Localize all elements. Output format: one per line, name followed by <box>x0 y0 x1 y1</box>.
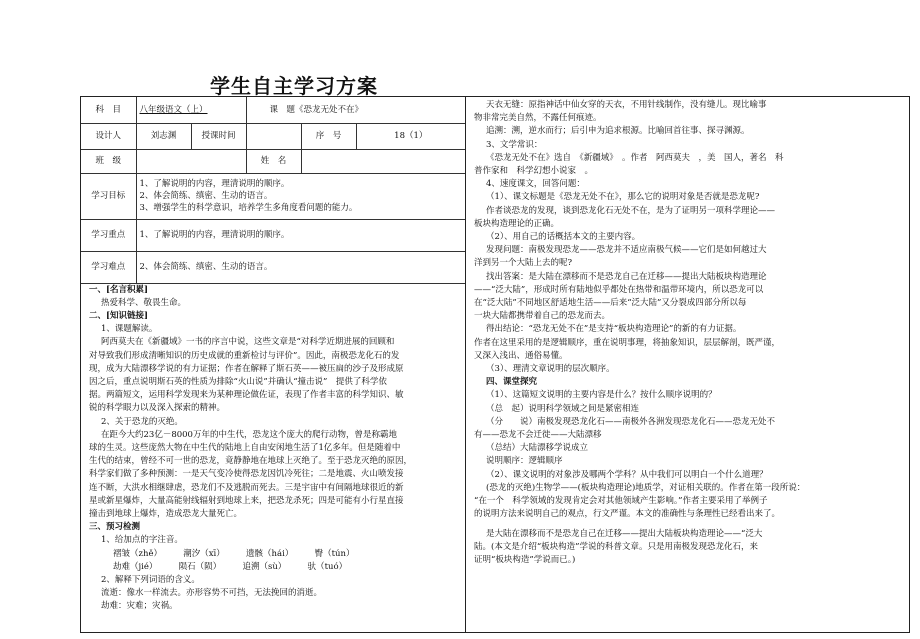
text-line: 天衣无缝：原指神话中仙女穿的天衣，不用针线制作，没有缝儿。现比喻事 <box>486 100 767 110</box>
text-line: 作者谈恐龙的发现，谈到恐龙化石无处不在，是为了证明另一项科学理论—— <box>486 205 776 216</box>
text-line: 1、给加点的字注音。 <box>101 535 183 546</box>
time-value <box>246 123 301 149</box>
text-line: 作者在这里采用的是逻辑顺序，重在说明事理，将抽象知识，层层解剖，既严谨， <box>474 337 781 348</box>
topic-value: 《恐龙无处不在》 <box>295 104 364 115</box>
text-line: 据。两篇短文，运用科学发现来为某种理论做佐证，表现了作者丰富的科学知识、敏 <box>89 390 404 401</box>
text-line: 流逝：像水一样流去。亦形容势不可挡，无法挽回的消逝。 <box>101 588 323 599</box>
text-line: （总结）大陆漂移学说成立 <box>486 443 589 454</box>
designer-value: 刘志渊 <box>136 123 191 149</box>
section-heading: 二、[知识链接] <box>89 310 149 321</box>
text-line: （分 说）南极发现恐龙化石——南极外各洲发现恐龙化石——恐龙无处不 <box>486 416 776 427</box>
text-line: 撞击到地球上爆炸，造成恐龙大量死亡。 <box>89 508 243 519</box>
name-label: 姓 名 <box>246 149 301 173</box>
text-line: 对导致我们形成清晰知识的历史成就的重新检讨与评价”。因此，南极恐龙化石的发 <box>89 350 400 361</box>
text-line: 的说明方法来说明自己的观点，行文严谨。本文的准确性与条理性已经看出来了。 <box>474 509 781 520</box>
text-line: ——“泛大陆”，形成时所有陆地似乎都处在热带和温带环境内，所以恐龙可以 <box>474 284 764 295</box>
diff-value: 2、体会简练、缜密、生动的语言。 <box>136 251 465 283</box>
text-line: 普作家和 科学幻想小说家 。 <box>474 166 594 177</box>
text-line: 洋到另一个大陆上去的呢? <box>474 258 573 269</box>
goal-item: 3、增强学生的科学意识，培养学生多角度看问题的能力。 <box>139 203 358 213</box>
text-line: 4、速度课文，回答问题： <box>486 179 585 190</box>
text-line: 又深入浅出、通俗易懂。 <box>474 350 568 361</box>
text-line: “在一个 科学领域的发现肯定会对其他领域产生影响。”作者主要采用了举例子 <box>474 496 768 507</box>
text-line: （1）、这篇短文说明的主要内容是什么？按什么顺序说明的？ <box>486 390 717 401</box>
key-value: 1、了解说明的内容，理清说明的顺序。 <box>136 219 465 251</box>
text-line: 板块构造理论的正确。 <box>474 218 560 229</box>
info-table <box>81 97 465 284</box>
text-line: （3）、理清文章说明的层次顺序。 <box>486 364 615 375</box>
text-line: 连不断，大洪水相继肆虐，恐龙们不及逃脱而死去。三是宇宙中有间隔地球很近的新 <box>89 482 404 493</box>
pinyin-row: 褶皱（zhě） 潮汐（xī） 遗骸（hái） 臀（tún） <box>113 548 355 559</box>
text-line: 一块大陆都携带着自己的恐龙而去。 <box>474 311 611 322</box>
section-heading: 四、课堂探究 <box>486 377 538 388</box>
text-line: 证明“板块构造”学说而已。) <box>474 554 576 565</box>
text-line: 得出结论：“恐龙无处不在”是支持“板块构造理论”的新的有力证据。 <box>486 324 742 335</box>
worksheet <box>80 96 910 633</box>
key-label: 学习重点 <box>81 219 136 251</box>
right-column <box>466 97 909 632</box>
text-line: 陆。(本文是介绍“板块构造”学说的科普文章。只是用南极发现恐龙化石，来 <box>474 541 759 552</box>
text-line: 劫难：灾难；灾祸。 <box>101 601 178 612</box>
text-line: （2）、课文说明的对象涉及哪两个学科？从中我们可以明白一个什么道理？ <box>486 469 768 480</box>
seq-label: 序 号 <box>301 123 356 149</box>
text-line: 是大陆在漂移而不是恐龙自己在迁移——提出大陆板块构造理论——“泛大 <box>486 528 763 539</box>
text-line: 锐的科学眼力以及深入探索的精神。 <box>89 403 226 414</box>
class-label: 班 级 <box>81 149 136 173</box>
text-line: 发现问题：南极发现恐龙——恐龙并不适应南极气候——它们是如何越过大 <box>486 245 767 256</box>
text-line: 在距今大约23亿－8000万年的中生代，恐龙这个庞大的爬行动物，曾是称霸地 <box>101 429 397 440</box>
time-label: 授课时间 <box>191 123 246 149</box>
text-line: （总 起）说明科学领域之间是紧密相连 <box>486 403 640 414</box>
left-column <box>81 97 466 632</box>
text-line: 科学家们做了多种预测：一是天气变冷使得恐龙因饥冷死往；二是地震、火山喷发接 <box>89 469 404 480</box>
text-line: 在“泛大陆”不同地区舒适地生活——后来“泛大陆”又分裂成四部分所以每 <box>474 298 747 309</box>
text-line: 阿西莫夫在《新疆域》一书的序言中说，这些文章是“对科学近期进展的回顾和 <box>101 337 395 348</box>
text-line: 说明顺序：逻辑顺序 <box>486 456 563 467</box>
text-line: 因之后，重点说明斯石英的性质为排除“火山说”并确认“撞击说” 提供了科学依 <box>89 376 387 387</box>
text-line: (恐龙的灭绝)生物学——(板块构造理论)地质学，对证相关联的。作者在第一段所说： <box>486 482 806 493</box>
text-line: 热爱科学、敬畏生命。 <box>101 297 187 308</box>
text-line: 1、课题解读。 <box>101 324 158 335</box>
text-line: 追溯：溯，逆水而行；后引申为追求根源。比喻回首往事、探寻渊源。 <box>486 126 750 137</box>
left-body <box>81 284 465 614</box>
subject-label: 科 目 <box>81 97 136 123</box>
section-heading: 三、预习检测 <box>89 522 141 533</box>
section-heading: 一、[名言积累] <box>89 284 149 295</box>
text-line: 2、关于恐龙的灭绝。 <box>101 416 183 427</box>
text-line: （2）、用自己的话概括本文的主要内容。 <box>486 232 641 243</box>
seq-value: 18（1） <box>356 123 465 149</box>
goal-item: 1、了解说明的内容，理清说明的顺序。 <box>139 179 290 189</box>
topic-cell: 课 题《恐龙无处不在》 <box>246 97 465 123</box>
text-line: 《恐龙无处不在》选自 《新疆域》 。作者 阿西莫夫 ，美 国人，著名 科 <box>486 152 784 163</box>
goal-item: 2、体会简练、缜密、生动的语言。 <box>139 191 273 201</box>
diff-label: 学习难点 <box>81 251 136 283</box>
text-line: 球的生灵。这些庞然大物在中生代的陆地上自由安闲地生活了1亿多年。但是随着中 <box>89 442 401 453</box>
right-body <box>466 97 909 567</box>
text-line: 现，成为大陆漂移学说的有力证据；作者在解释了斯石英——被压扁的沙子及形成原 <box>89 363 404 374</box>
subject-value: 八年级语文（上） <box>136 97 246 123</box>
text-line: 找出答案：是大陆在漂移而不是恐龙自己在迁移——提出大陆板块构造理论 <box>486 271 767 282</box>
page-title: 学生自主学习方案 <box>210 74 378 98</box>
designer-label: 设计人 <box>81 123 136 149</box>
text-line: 有——恐龙不会迁徙——大陆漂移 <box>474 430 602 441</box>
text-line: 星或新星爆炸，大量高能射线辐射到地球上来，把恐龙杀死；四是可能有小行星直接 <box>89 495 404 506</box>
pinyin-row: 劫难（jié） 陨石（陨） 追溯（sù） 驮（tuó） <box>113 561 348 572</box>
text-line: 物非常完美自然，不露任何痕迹。 <box>474 113 602 124</box>
goal-list <box>136 173 465 219</box>
text-line: （1）、课文标题是《恐龙无处不在》，那么它的说明对象是否就是恐龙呢? <box>486 192 760 203</box>
text-line: 2、解释下列词语的含义。 <box>101 574 200 585</box>
goal-label: 学习目标 <box>81 173 136 219</box>
text-line: 生代的结束，曾经不可一世的恐龙，竟静静地在地球上灭绝了。至于恐龙灭绝的原因， <box>89 456 413 467</box>
text-line: 3、文学常识： <box>486 139 543 150</box>
